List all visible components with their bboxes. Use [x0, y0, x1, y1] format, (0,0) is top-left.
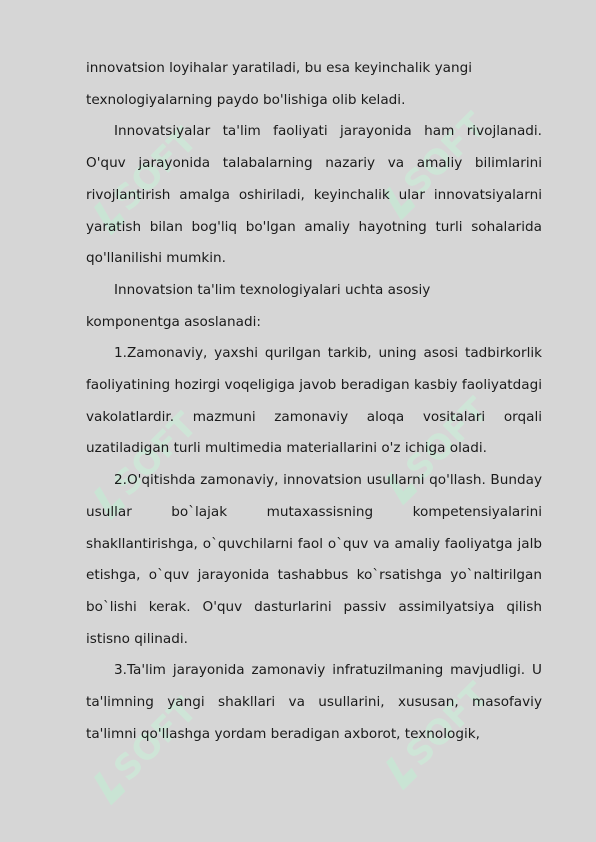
- watermark-text: SOFT: [106, 120, 206, 220]
- paragraph: innovatsion loyihalar yaratiladi, bu esa keyinchalik yangi texnologiyalarning paydo bo'lishiga olib keladi.: [86, 60, 472, 108]
- document-body: [86, 53, 542, 750]
- paragraph: 3.Ta'lim jarayonida zamonaviy infratuzilmaning mavjudligi. U ta'limning yangi shakllari va usullarini, xususan, masofaviy ta'limni qo'llashga yordam beradigan axborot, texnologik,: [86, 662, 542, 742]
- paragraph: Innovatsion ta'lim texnologiyalari uchta asosiy komponentga asoslanadi:: [86, 281, 431, 330]
- paragraph: 1.Zamonaviy, yaxshi qurilgan tarkib, uning asosi tadbirkorlik faoliyatining hozirgi voqeligiga javob beradigan kasbiy faoliyatdagi vakolatlardir. mazmuni zamonaviy aloqa vositalari orqali uzatiladigan turli multimedia materiallarini o'z ichiga oladi.: [86, 345, 542, 457]
- watermark-text: SOFT: [396, 105, 496, 205]
- watermark-text: SOFT: [106, 690, 206, 790]
- watermark-text: SOFT: [398, 675, 498, 775]
- paragraph: Innovatsiyalar ta'lim faoliyati jarayonida ham rivojlanadi. O'quv jarayonida talabalarning nazariy va amaliy bilimlarini rivojlantirish amalga oshiriladi, keyinchalik ular innovatsiyalarni yaratish bilan bog'liq bo'lgan amaliy hayotning turli sohalarida qo'llanilishi mumkin.: [86, 123, 542, 267]
- paragraph: 2.O'qitishda zamonaviy, innovatsion usullarni qo'llash. Bunday usullar bo`lajak mutaxassisning kompetensiyalarini shakllantirishga, o`quvchilarni faol o`quv va amaliy faoliyatga jalb etishga, o`quv jarayonida tashabbus ko`rsatishga yo`naltirilgan bo`lishi kerak. O'quv dasturlarini passiv assimilyatsiya qilish istisno qilinadi.: [86, 472, 542, 647]
- watermark-text: SOFT: [106, 405, 206, 505]
- watermark-text: SOFT: [398, 390, 498, 490]
